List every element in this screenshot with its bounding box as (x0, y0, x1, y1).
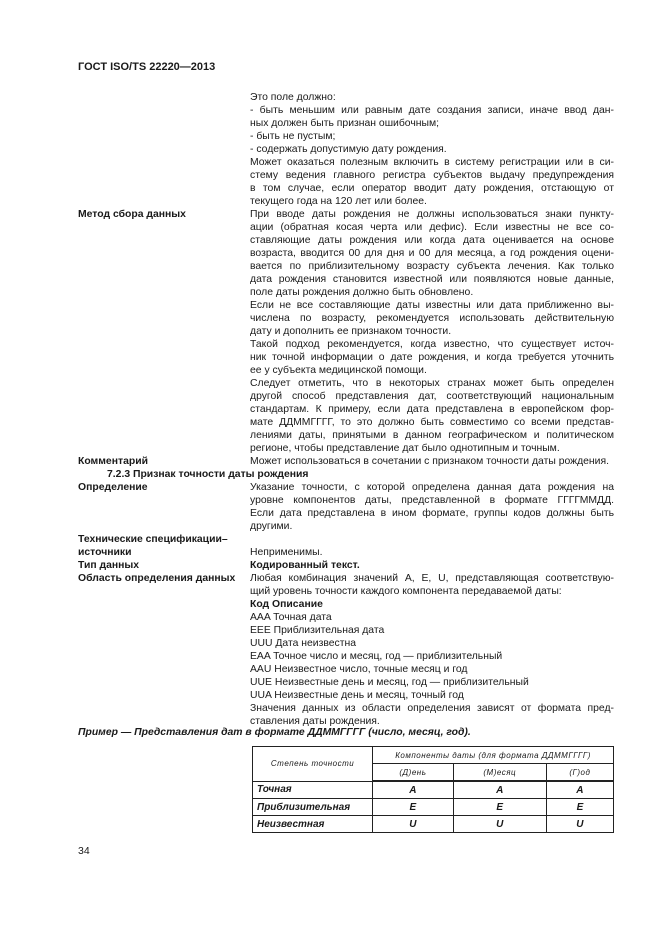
text-line: числена по возрасту, рекомендуется использовать действительную (250, 313, 614, 324)
document-body (78, 91, 614, 728)
table-cell: E (453, 799, 546, 816)
field-value (250, 91, 614, 208)
text-line: Указание точности, с которой определена данная дата рождения на (250, 482, 614, 493)
text-line: ации (обратная косая черта или дефис). Если известны не все со- (250, 222, 614, 233)
table-header-day: (Д)ень (373, 764, 454, 782)
field-label-line: Определение (78, 482, 148, 493)
text-line: другими. (250, 521, 293, 532)
table-cell: U (453, 816, 546, 833)
field-label-line: Тип данных (78, 560, 140, 571)
text-line: дату и дополнить ее признаком точности. (250, 326, 452, 337)
text-line: Это поле должно: (250, 92, 336, 103)
table-cell: U (546, 816, 613, 833)
table-cell: A (373, 781, 454, 799)
text-line: - содержать допустимую дату рождения. (250, 144, 447, 155)
text-line: ник точной информации о дате рождения, и когда требуется уточнить (250, 352, 614, 363)
text-line: Неприменимы. (250, 547, 323, 558)
text-line: ных должен быть признан ошибочным; (250, 118, 439, 129)
field-row (78, 91, 614, 208)
text-line: уровне компонентов даты, представленной в формате ГГГГММДД. (250, 495, 614, 506)
document-header: ГОСТ ISO/TS 22220—2013 (78, 61, 216, 73)
field-label-line: Метод сбора данных (78, 209, 186, 220)
text-line: UUA Неизвестные день и месяц, точный год (250, 690, 464, 701)
field-row (78, 533, 614, 559)
text-line: стандартам. К примеру, если дата представлена в европейском фор- (250, 404, 614, 415)
field-label-line: источники (78, 547, 132, 558)
field-value (250, 533, 614, 559)
page-number: 34 (78, 845, 90, 857)
field-row (78, 559, 614, 572)
text-line: EEE Приблизительная дата (250, 625, 385, 636)
text-line: - быть меньшим или равным дате создания записи, иначе ввод дан- (250, 105, 614, 116)
text-line: Код Описание (250, 599, 323, 610)
text-line: стему ведения главного регистра субъектов выдачу предупреждения (250, 170, 614, 181)
table-cell: Точная (253, 781, 373, 799)
field-row (78, 481, 614, 533)
field-label (78, 208, 250, 455)
table-row (253, 799, 614, 816)
table-cell: Приблизительная (253, 799, 373, 816)
text-line: щий уровень точности каждого компонента передаваемой даты: (250, 586, 562, 597)
text-line: Если не все составляющие даты известны или дата приближенно вы- (250, 300, 614, 311)
field-label (78, 533, 250, 559)
field-value (250, 572, 614, 728)
table-header-month: (М)есяц (453, 764, 546, 782)
text-line: возраста, вводится 00 для дня и 00 для месяца, а год рождения оцени- (250, 248, 614, 259)
field-label (78, 559, 250, 572)
field-label (78, 481, 250, 533)
table-header-year: (Г)од (546, 764, 613, 782)
field-label (78, 91, 250, 208)
field-value (250, 208, 614, 455)
text-line: поле даты рождения должно быть обновлено. (250, 287, 474, 298)
text-line: текущего года на 120 лет или более. (250, 196, 427, 207)
text-line: Такой подход рекомендуется, когда известно, что существует источ- (250, 339, 614, 350)
field-value (250, 481, 614, 533)
table-cell: U (373, 816, 454, 833)
section-heading: 7.2.3 Признак точности даты рождения (107, 469, 309, 480)
precision-table (252, 746, 614, 833)
table-header-precision: Степень точности (253, 747, 373, 782)
text-line: Может оказаться полезным включить в систему регистрации или в си- (250, 157, 614, 168)
table-row (253, 816, 614, 833)
text-line: Может использоваться в сочетании с признаком точности даты рождения. (250, 456, 609, 467)
text-line: вается по приблизительному возрасту субъекта лечения. Как только (250, 261, 614, 272)
field-label-line: Область определения данных (78, 573, 236, 584)
text-line: AAA Точная дата (250, 612, 332, 623)
field-row (78, 455, 614, 468)
text-line: в том случае, если оператор вводит дату рождения, отстающую от (250, 183, 614, 194)
table-cell: A (453, 781, 546, 799)
text-line: Следует отметить, что в некоторых странах может быть определен (250, 378, 614, 389)
text-line: лениями даты, принятыми в данном географическом и политическом (250, 430, 614, 441)
text-line: ставления даты рождения. (250, 716, 380, 727)
text-line: UUU Дата неизвестна (250, 638, 357, 649)
field-row (78, 572, 614, 728)
text-line: мате ДДММГГГГ, то это должно быть совместимо со всеми представ- (250, 417, 614, 428)
table-row (253, 781, 614, 799)
table-cell: A (546, 781, 613, 799)
text-line: регионе, чтобы представление дат было однотипным и точным. (250, 443, 560, 454)
field-label-line: Технические спецификации– (78, 534, 228, 545)
text-line: дата рождения становится известной или появляются новые данные, (250, 274, 614, 285)
text-line: UUE Неизвестные день и месяц, год — приблизительный (250, 677, 529, 688)
field-row (78, 208, 614, 455)
field-label (78, 455, 250, 468)
text-line: другой способ представления дат, соответствующий национальным (250, 391, 614, 402)
field-label-line: Комментарий (78, 456, 148, 467)
text-line: EAA Точное число и месяц, год — приблизительный (250, 651, 503, 662)
table-cell: E (373, 799, 454, 816)
text-line: Кодированный текст. (250, 560, 360, 571)
text-line: Если дата представлена в ином формате, группы кодов должны быть (250, 508, 614, 519)
table-cell: E (546, 799, 613, 816)
table-cell: Неизвестная (253, 816, 373, 833)
text-line: - быть не пустым; (250, 131, 336, 142)
text-line: Значения данных из области определения зависят от формата пред- (250, 703, 614, 714)
text-line: При вводе даты рождения не должны использоваться знаки пункту- (250, 209, 614, 220)
text-line: Любая комбинация значений A, E, U, представляющая соответствую- (250, 573, 614, 584)
text-line: ставляющие даты рождения или когда дата оценивается на основе (250, 235, 614, 246)
field-value (250, 559, 614, 572)
text-line: ее у субъекта медицинской помощи. (250, 365, 427, 376)
text-line (250, 533, 614, 546)
example-caption: Пример — Представления дат в формате ДДММГГГГ (число, месяц, год). (78, 727, 471, 738)
field-label (78, 572, 250, 728)
text-line: AAU Неизвестное число, точные месяц и год (250, 664, 468, 675)
table-header-components: Компоненты даты (для формата ДДММГГГГ) (373, 747, 614, 764)
field-value (250, 455, 614, 468)
